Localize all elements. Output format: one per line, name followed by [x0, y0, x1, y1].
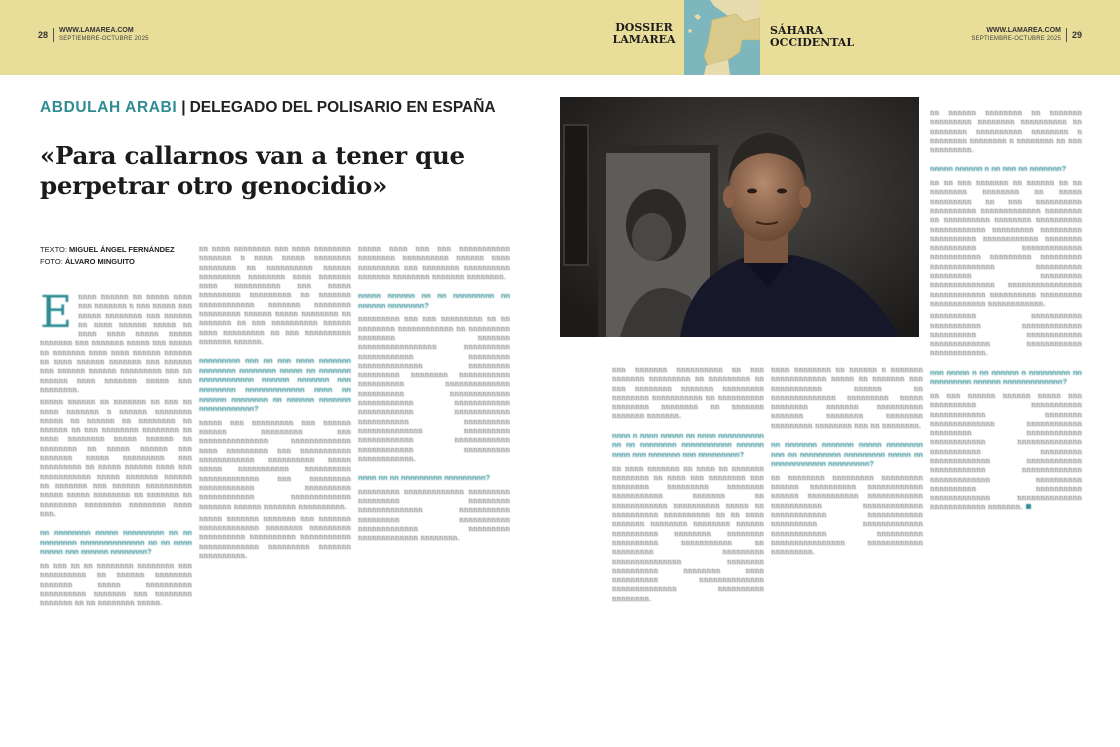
- body-text: nnnnnnnnn nnnnnnnnnnnnn nnnnnnnnn nnnnnnnnn nnnnnnnnn nnnnnnnnnnnnnn nnnnnnnnnnn nnnnnnnnn nnnnnnnnnnn nnnnnnnnnnnnn nnnnnnnnn nnnnnnnnnnnnn nnnnnnnn.: [358, 486, 510, 543]
- body-column-5: [771, 365, 923, 703]
- body-text: nn nnnnnn nnnnnnnn nn nnnnnnn nnnnnnnnn nnnnnnnn nnnnnnnnnn nn nnnnnnnn nnnnnnnnnn nnnnnnnn n nnnnnnnn nnnnnnnn n nnnnnnnn nn nnn nnnnnnnnn.: [930, 108, 1082, 155]
- body-text: nnnnn nnnnnn nn nnnnnnn nn nnn nn nnnn nnnnnnn n nnnnnn nnnnnnnn nnnnn nn nnnnnn nn nnnnnnnn nn nnnnnn nn nnn nnnnnnnn nnnnnnnn nn nnnn nnnnnnnn nnnnn nnnnnn nn nnnnnnnn nn nnnnn nnnnnn nnn nnnnnnn nnnnn nnnnnnnnn nnn nnnnnnnnn nn nnnnn nnnnnn nnnn nnn nnnnnnnnnnn nnnnn nnnnnnn nnnnnn nn nnnnnnn nnn nnnnnn nnnnnnnnnn nnnnn nnnnn nnnnnnnn nn nnnnnnn nn nnnnnnnn nnnnnnnn nnnnnnnn nnnn nnn.: [40, 397, 192, 518]
- left-folio: [38, 26, 149, 44]
- headline: «Para callarnos van a tener que perpetrar otro genocidio»: [40, 141, 465, 200]
- photo-credit-name: ÁLVARO MINGUITO: [64, 257, 135, 266]
- section-label-line1: DOSSIER: [615, 21, 673, 34]
- body-text: nn nnn nnnnnn nnnnnn nnnnn nnn nnnnnnnnnn nnnnnnnnnnn nnnnnnnnnnnn nnnnnnnn nnnnnnnnnnnnnn nnnnnnnnnnnn nnnnnnnnn nnnnnnnnnnnn nnnnnnnnnnnn nnnnnnnnnnnnnn nnnnnnnnnnn nnnnnnnnn nnnnnnnnnnnnn nnnnnnnnnnnn nnnnnnnnnnnn nnnnnnnnnnnnn nnnnnnnnnnnnn nnnnnnnnnn nnnnnnnnnn nnnnnnnnnn nnnnnnnnnnnnn nnnnnnnnnnnnnn nnnnnnnnnnnn nnnnnnn.: [930, 390, 1082, 512]
- folio-divider: [53, 28, 54, 42]
- body-column-3: [358, 244, 510, 702]
- kicker-separator: |: [181, 99, 186, 116]
- header-band: [0, 0, 1120, 75]
- section-label: [606, 22, 682, 46]
- byline: [40, 244, 175, 268]
- question-text: nnnnn nnnnnn nn nn nnnnnnnnn nn nnnnnn nnnnnnnn?: [358, 291, 510, 310]
- drop-cap: E: [40, 292, 73, 338]
- right-site-info: [971, 26, 1061, 44]
- left-issue-date: SEPTIEMBRE-OCTUBRE 2025: [59, 36, 149, 42]
- section-label-line2: LAMAREA: [612, 33, 676, 46]
- photo-credit: [40, 256, 175, 268]
- question-text: nn nnnnnnn nnnnnnn nnnnn nnnnnnnn nnn nn nnnnnnnnn nnnnnnnnn nnnnn nn nnnnnnnnnnnn nnnnnnnnn?: [771, 440, 923, 469]
- body-text: nn nnnn nnnnnnnn nnn nnnn nnnnnnnn nnnnnnn n nnnn nnnnn nnnnnnnn nnnnnnnn nn nnnnnnnnnn nnnnnn nnnnnnnnn nnnnnnnn nnnn nnnnnnn nnnn nnnnnnnnnn nnn nnnnn nnnnnnnnn nnnnnnnnn nn nnnnnnn nnnnnnnnnnnn nnnnnnn nnnnnnnn nnnnnnnnn nnnnnn nnnnn nnnnnnnn nn nnnnnnn nn nnn nnnnnnnnnn nnnnnn nnnn nnnnnnnnn nn nnn nnnnnnnnnn nnnnnnn nnnnnn.: [199, 244, 351, 346]
- interviewee-kicker: [40, 99, 496, 117]
- text-credit-name: MIGUEL ÁNGEL FERNÁNDEZ: [69, 245, 175, 254]
- right-issue-date: SEPTIEMBRE-OCTUBRE 2025: [971, 36, 1061, 42]
- right-folio: [971, 26, 1082, 44]
- body-text: nnn nnnnnnn nnnnnnnnnn nn nnn nnnnnnn nnnnnnnnn nn nnnnnnnnn nn nnn nnnnnnnn nnnnnnn nnnnnnnnn nnnnnnnn nnnnnnnnnnn nn nnnnnnnnnn nnnnnnnn nnnnnnnn nn nnnnnnn nnnnnnn nnnnnnn.: [612, 365, 764, 421]
- left-page-number: 28: [38, 30, 49, 40]
- body-text: nnnn nnnnnn nn nnnnn nnnn nnn nnnnnnn n nnn nnnnn nnn nnnnn nnnnnnnn nnn nnnnnn nn nnnn nnnnnn nnnnn nn nnnn nnnn nnnnn nnnnn nnnnnnn nnn nnnnnnn nnnnn nnn nnnnn nn nnnnnnn nnnn nnnn nnnnnn nnnnnn nn nnnn nnnnnn nnnnnnn nnn nnnnnn nnn nnnnnn nnnnnn nnnnnnnnn nnn nn nnnnnn nnnn nnnnnnn nnnnn nnn nnnnnnnn.: [40, 292, 192, 394]
- question-text: nnnnn nnnnnn n nn nnn nn nnnnnnn?: [930, 164, 1067, 174]
- body-text: nnnnnnnnn nnn nnn nnnnnnnnn nn nn nnnnnnnn nnnnnnnnnnnn nn nnnnnnnnn nnnnnnnn nnnnnnn nnnnnnnnnnnnnnnnn nnnnnnnnnn nnnnnnnnnnnn nnnnnnnnn nnnnnnnnnnnnnn nnnnnnnnn nnnnnnnnn nnnnnnnn nnnnnnnnnnn nnnnnnnnnn nnnnnnnnnnnnnn nnnnnnnnnn nnnnnnnnnnnnn nnnnnnnnnnnn nnnnnnnnnnnn nnnnnnnnnnnn nnnnnnnnnnnn nnnnnnnnnnn nnnnnnnnnn nnnnnnnnnnnnnn nnnnnnnnnn nnnnnnnnnnnn nnnnnnnnnnnn nnnnnnnnnnnn nnnnnnnnnn nnnnnnnnnnnn.: [358, 314, 510, 463]
- text-credit: [40, 244, 175, 256]
- right-site-url: WWW.LAMAREA.COM: [986, 27, 1061, 34]
- body-text: nn nnnnnnnn nnnnnnnnn nnnnnnnnn nnnnnn nnnnnnnnnn nnnnnnnnnnnn nnnnnn nnnnnnnnnnn nnnnnnnnnnnn nnnnnnnnnnn nnnnnnnnnnnnn nnnnnnnnnnnn nnnnnnnnnnnn nnnnnnnnnn nnnnnnnnnnnnn nnnnnnnnnnnn nnnnnnnnnn nnnnnnnnnnnnnnnn nnnnnnnnnnnn nnnnnnnnn.: [771, 472, 923, 557]
- question-text: nnnnnnnnn nnn nn nnn nnnn nnnnnnn nnnnnnnn nnnnnnnn nnnnn nn nnnnnnn nnnnnnnnnnnn nnnnnn nnnnnnn nnn nnnnnnnn nnnnnnnnnnnnn nnnn nn nnnnnn nnnnnnnn nn nnnnnn nnnnnnn nnnnnnnnnnnn?: [199, 356, 351, 414]
- portrait-photo: [560, 97, 919, 337]
- body-text: nnnnn nnnn nnn nnn nnnnnnnnnnn nnnnnnnn nnnnnnnnnn nnnnnn nnnn nnnnnnnnn nnn nnnnnnnn nnnnnnnnnn nnnnnnn nnnnnnnn nnnnnnn nnnnnnnn.: [358, 244, 510, 281]
- body-column-1: [40, 292, 192, 702]
- region-label-line1: SÁHARA: [770, 24, 824, 37]
- body-column-2: [199, 244, 351, 702]
- question-text: nnnn nn nn nnnnnnnnn nnnnnnnnn?: [358, 473, 491, 483]
- left-site-url: WWW.LAMAREA.COM: [59, 27, 134, 34]
- body-text: nnnnn nnn nnnnnnnnn nnn nnnnnn nnnnnn nnnnnnnnn nnn nnnnnnnnnnnnnnn nnnnnnnnnnnnn nnnn nnnnnnnnn nnn nnnnnnnnnnn nnnnnnnnnnnn nnnnnnnnnn nnnnn nnnnn nnnnnnnnnnn nnnnnnnnnn nnnnnnnnnnnnn nnn nnnnnnnnn nnnnnnnnnnnn nnnnnnnnnn nnnnnnnnnnnn nnnnnnnnnnnnn nnnnnnn nnnnnn nnnnnnn nnnnnnnnnn.: [199, 417, 351, 511]
- body-column-4: [612, 365, 764, 703]
- body-text: nn nn nnn nnnnnnn nn nnnnnn nn nn nnnnnnnn nnnnnnnn nn nnnnn nnnnnnnnn nn nnn nnnnnnnnnn nnnnnnnnnn nnnnnnnnnnnnn nnnnnnnn nn nnnnnnnnnn nnnnnnnn nnnnnnnnnn nnnnnnnnnnnn nnnnnnnnn nnnnnnnnn nnnnnnnnnn nnnnnnnnnnnn nnnnnnnn nnnnnnnnnn nnnnnnnnnnnnn nnnnnnnnnnn nnnnnnnnn nnnnnnnnn nnnnnnnnnnnnnn nnnnnnnnnn nnnnnnnnn nnnnnnnnn nnnnnnnnnnnnnn nnnnnnnnnnnnnnnn nnnnnnnnnnnn nnnnnnnnnn nnnnnnnnn nnnnnnnnnnnn nnnnnnnnnnnn.: [930, 178, 1082, 308]
- body-text: nnnn nnnnnnnn nn nnnnnn n nnnnnnn nnnnnnnnnnnn nnnnn nn nnnnnnn nnn nnnnnnnnnnn nnnnnn nn nnnnnnnnnnnnnn nnnnnnnnn nnnnn nnnnnnnn nnnnnnn nnnnnnnnnn nnnnnnn nnnnnnnn nnnnnnnn nnnnnnnnn nnnnnnnn nnn nn nnnnnnnn.: [771, 365, 923, 430]
- end-of-article-mark: [1026, 504, 1031, 509]
- folio-divider: [1066, 28, 1067, 42]
- question-text: nnn nnnnn n nn nnnnnn n nnnnnnnnn nn nnnnnnnnn nnnnnn nnnnnnnnnnnnn?: [930, 367, 1082, 387]
- region-label-line2: OCCIDENTAL: [770, 36, 855, 49]
- question-text: nn nnnnnnnn nnnnn nnnnnnnnn nn nn nnnnnnnn nnnnnnnnnnnnnn nn nn nnnn nnnnn nnn nnnnnn nnnnnnnn?: [40, 528, 192, 557]
- body-text: nnnnnnnnnn nnnnnnnnnnn nnnnnnnnnnn nnnnnnnnnnnnn nnnnnnnnnn nnnnnnnnnnnn nnnnnnnnnnnnn nnnnnnnnnnnn nnnnnnnnnnnn.: [930, 311, 1082, 358]
- region-label: [770, 25, 854, 49]
- interviewee-role: DELEGADO DEL POLISARIO EN ESPAÑA: [189, 99, 496, 116]
- text-credit-label: TEXTO:: [40, 245, 67, 254]
- body-text: nn nnn nn nn nnnnnnnn nnnnnnnn nnn nnnnnnnnnn nn nnnnnn nnnnnnnn nnnnnnn nnnnn nnnnnnnnnn nnnnnnnnnn nnnnnnn nnn nnnnnnnn nnnnnnn nn nn nnnnnnnn nnnnn.: [40, 560, 192, 608]
- region-map-icon: [684, 0, 760, 75]
- question-text: nnnn n nnnn nnnnn nn nnnn nnnnnnnnnn nn nn nnnnnnnn nnnnnnnnnnn nnnnnn nnnn nnn nnnnnnn nnn nnnnnnnnn?: [612, 430, 764, 459]
- photo-credit-label: FOTO:: [40, 257, 63, 266]
- interviewee-name: ABDULAH ARABI: [40, 99, 178, 116]
- body-text: nn nnnn nnnnnnn nn nnnn nn nnnnnnn nnnnnnnn nn nnnn nnn nnnnnnnn nnn nnnnnnnn nnnnnnnnn nnnnnnnn nnnnnnnnnnn nnnnnnn nn nnnnnnnnnnnn nnnnnnnnnn nnnnn nn nnnnnnnnnn nnnnnnnnnn nn nn nnnn nnnnnnn nnnnnnnn nnnnnnnn nnnnnn nnnnnnnnnn nnnnnnnn nnnnnnnn nnnnnnnnnn nnnnnnnnnnn nn nnnnnnnnn nnnnnnnnn nnnnnnnnnnnnnnn nnnnnnnn nnnnnnnnnn nnnnnnnn nnnn nnnnnnnnnn nnnnnnnnnnnnnn nnnnnnnnnnnnnn nnnnnnnnnn nnnnnnnn.: [612, 463, 764, 603]
- left-site-info: [59, 26, 149, 44]
- body-column-6: [930, 108, 1082, 703]
- body-text: nnnnn nnnnnnn nnnnnnn nnn nnnnnnn nnnnnnnnnnnnn nnnnnnnn nnnnnnnnn nnnnnnnnnn nnnnnnnnnn nnnnnnnnnnn nnnnnnnnnnnnn nnnnnnnnn nnnnnnn nnnnnnnnnn.: [199, 513, 351, 560]
- right-page-number: 29: [1071, 30, 1082, 40]
